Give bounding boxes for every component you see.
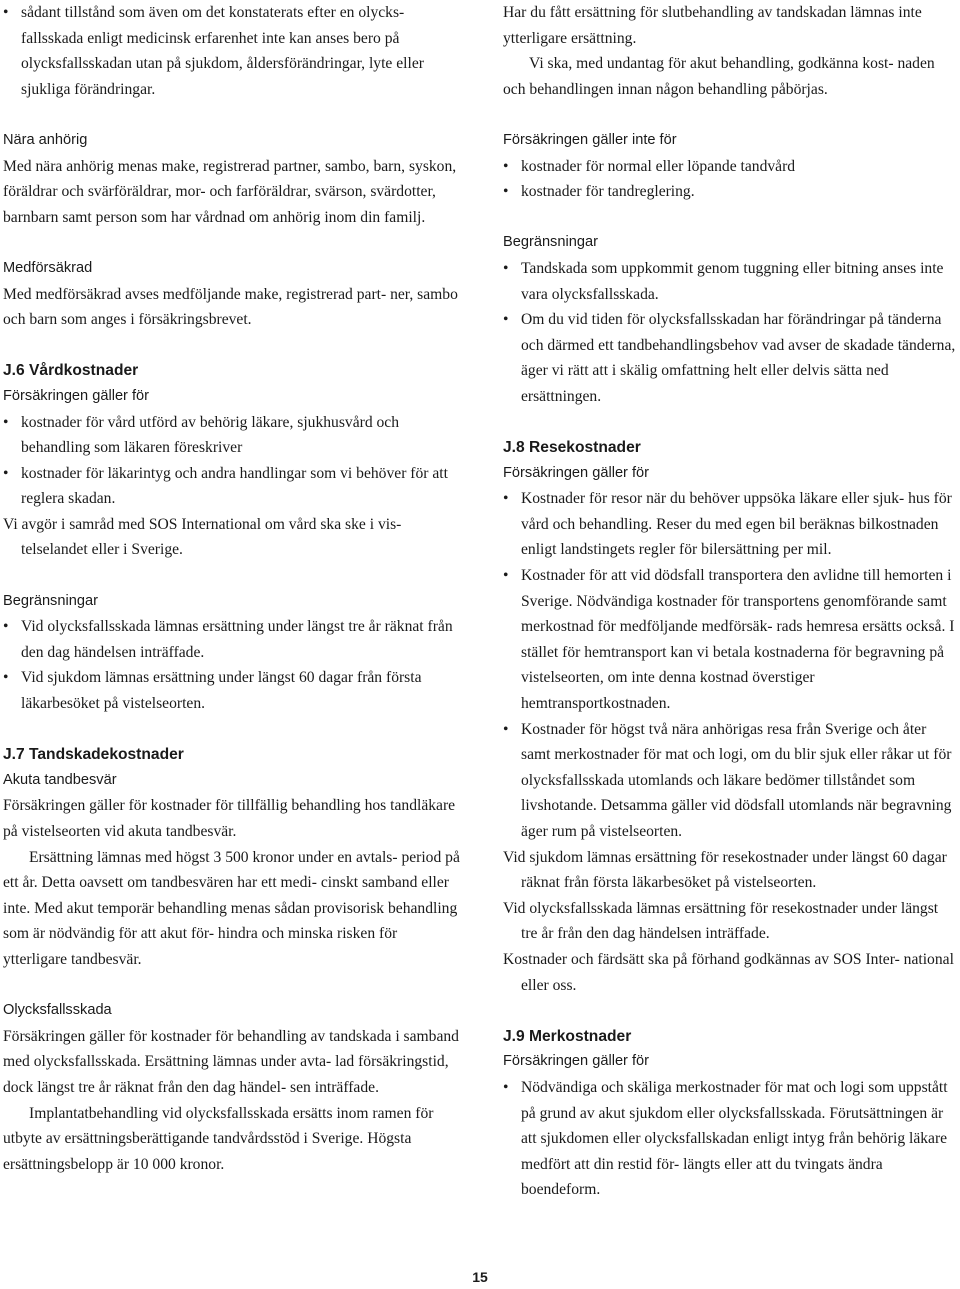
j6-subheading: Försäkringen gäller för	[3, 387, 150, 404]
j8-note-godkannande: Kostnader och färdsätt ska på förhand godkännas av SOS Inter- national eller oss.	[503, 950, 954, 994]
list-item: • Tandskada som uppkommit genom tuggning eller bitning anses inte vara olycksfallsskada.	[503, 256, 958, 307]
akuta-paragraph-2: Ersättning lämnas med högst 3 500 kronor under en avtals- period på ett år. Detta oavsett om tandbesvären har ett medi- cinskt samband eller inte. Med akut temporär behandling menas sådan provisorisk behandling som är nödvändig för att akut för- hindra och minska risken för ytterligare tandbesvär.	[3, 848, 460, 968]
inte-for-section	[503, 128, 958, 205]
exclusion-list	[3, 0, 463, 102]
list-item: • sådant tillstånd som även om det konstaterats efter en olycks- fallsskada enligt medicinsk erfarenhet inte kan anses bero på olycksfallsskadan utan på sjukdom, åldersförändringar, lyte eller sjukliga förändringar.	[3, 0, 463, 102]
nara-anhorig-section	[3, 128, 463, 230]
j7-heading: J.7 Tandskadekostnader	[3, 746, 184, 764]
list-item: • kostnader för vård utförd av behörig läkare, sjukhusvård och behandling som läkaren föreskriver	[3, 410, 463, 461]
olycksfallsskada-paragraph-1: Försäkringen gäller för kostnader för behandling av tandskada i samband med olycksfallsskada. Ersättning lämnas under avta- lad försäkringstid, dock längst tre år räknat från den dag händel- sen inträffade.	[3, 1027, 459, 1096]
list-item: • Kostnader för resor när du behöver uppsöka läkare eller sjuk- hus för vård och behandling. Reser du med egen bil beräknas bilkostnaden enligt landstingets regler för bilersättning per mil.	[503, 486, 958, 563]
list-item: • kostnader för läkarintyg och andra handlingar som vi behöver för att reglera skadan.	[3, 461, 463, 512]
j9-coverage-list	[503, 1075, 958, 1203]
medforsakrad-title: Medförsäkrad	[3, 259, 93, 276]
list-item: • kostnader för tandreglering.	[503, 179, 958, 205]
list-item: • Nödvändiga och skäliga merkostnader för mat och logi som uppstått på grund av akut sjukdom eller olycksfallsskada. Förutsättningen är att sjukdomen eller olycksfallskadan enligt intyg från behörig läkare medfört att din restid för- längts eller att du tvingats ändra boendeform.	[503, 1075, 958, 1203]
medforsakrad-text: Med medförsäkrad avses medföljande make, registrerad part- ner, sambo och barn som anges i försäkringsbrevet.	[3, 285, 458, 329]
j8-coverage-list	[503, 486, 958, 844]
list-item: • Vid sjukdom lämnas ersättning under längst 60 dagar från första läkarbesöket på vistelseorten.	[3, 665, 463, 716]
olycksfallsskada-paragraph-2: Implantatbehandling vid olycksfallsskada ersätts inom ramen för utbyte av ersättningsberättigande tandvårdsstöd i Sverige. Högsta ersättningsbelopp är 10 000 kronor.	[3, 1104, 434, 1173]
j9-heading: J.9 Merkostnader	[503, 1027, 632, 1045]
j6-note: Vi avgör i samråd med SOS International om vård ska ske i vis- telselandet eller i Sverige.	[3, 515, 402, 559]
list-item: • Kostnader för högst två nära anhörigas resa från Sverige och åter samt merkostnader för mat och logi, om du blir sjuk eller råkar ut för olycksfallsskada utomlands och läkare bedömer tillståndet som livshotande. Detsamma gäller vid dödsfall utomlands när begravning äger rum på vistelseorten.	[503, 717, 958, 845]
j6-heading: J.6 Vårdkostnader	[3, 362, 139, 380]
j6-limitations-title: Begränsningar	[3, 592, 98, 609]
slutbehandling-text: Har du fått ersättning för slutbehandling av tandskadan lämnas inte ytterligare ersättning.	[503, 4, 922, 47]
j8-section	[503, 435, 958, 998]
list-item: • Om du vid tiden för olycksfallsskadan har förändringar på tänderna och därmed ett tandbehandlingsbehov vad avser de skadade tänderna, äger vi rätt att i skälig omfattning helt eller delvis sätta ned ersättningen.	[503, 307, 958, 409]
j8-note-olycksfall: Vid olycksfallsskada lämnas ersättning för resekostnader under längst tre år från den dag händelsen inträffade.	[503, 899, 939, 943]
j8-heading: J.8 Resekostnader	[503, 439, 641, 457]
tand-limitations-section	[503, 230, 958, 409]
page-number: 15	[472, 1269, 488, 1285]
j9-subheading: Försäkringen gäller för	[503, 1053, 650, 1070]
j6-section	[3, 358, 463, 716]
akuta-tandbesvar-title: Akuta tandbesvär	[3, 771, 117, 788]
right-column	[503, 0, 958, 1203]
nara-anhorig-title: Nära anhörig	[3, 131, 88, 148]
medforsakrad-section	[3, 256, 463, 333]
j6-coverage-list	[3, 410, 463, 512]
inte-for-title: Försäkringen gäller inte för	[503, 131, 677, 148]
godkannande-text: Vi ska, med undantag för akut behandling, godkänna kost- naden och behandlingen innan någon behandling påbörjas.	[503, 55, 935, 98]
list-item: • Kostnader för att vid dödsfall transportera den avlidne till hemorten i Sverige. Nödvändiga kostnader för transportens genomförande samt merkostnad för medföljande medförsäk- rads hemresa ersätts också. I stället för hemtransport kan vi betala kostnaderna för begravning på vistelseorten, om inte denna kostnad överstiger hemtransportkostnaden.	[503, 563, 958, 717]
j8-note-sjukdom: Vid sjukdom lämnas ersättning för resekostnader under längst 60 dagar räknat från första läkarbesöket på vistelseorten.	[503, 848, 947, 892]
inte-for-list	[503, 154, 958, 205]
j9-section	[503, 1024, 958, 1203]
list-item: • Vid olycksfallsskada lämnas ersättning under längst tre år räknat från den dag händelsen inträffade.	[3, 614, 463, 665]
akuta-paragraph-1: Försäkringen gäller för kostnader för tillfällig behandling hos tandläkare på vistelseorten vid akuta tandbesvär.	[3, 797, 456, 840]
olycksfallsskada-title: Olycksfallsskada	[3, 1002, 112, 1019]
left-column	[3, 0, 463, 1177]
tand-limitations-list	[503, 256, 958, 410]
j8-subheading: Försäkringen gäller för	[503, 464, 650, 481]
j7-section	[3, 742, 463, 1177]
tand-limitations-title: Begränsningar	[503, 234, 598, 251]
j6-limitations-list	[3, 614, 463, 716]
nara-anhorig-text: Med nära anhörig menas make, registrerad partner, sambo, barn, syskon, föräldrar och svärföräldrar, mor- och farföräldrar, svärson, svärdotter, barnbarn samt person som har vårdnad om anhörig inom din familj.	[3, 157, 457, 226]
list-item: • kostnader för normal eller löpande tandvård	[503, 154, 958, 180]
